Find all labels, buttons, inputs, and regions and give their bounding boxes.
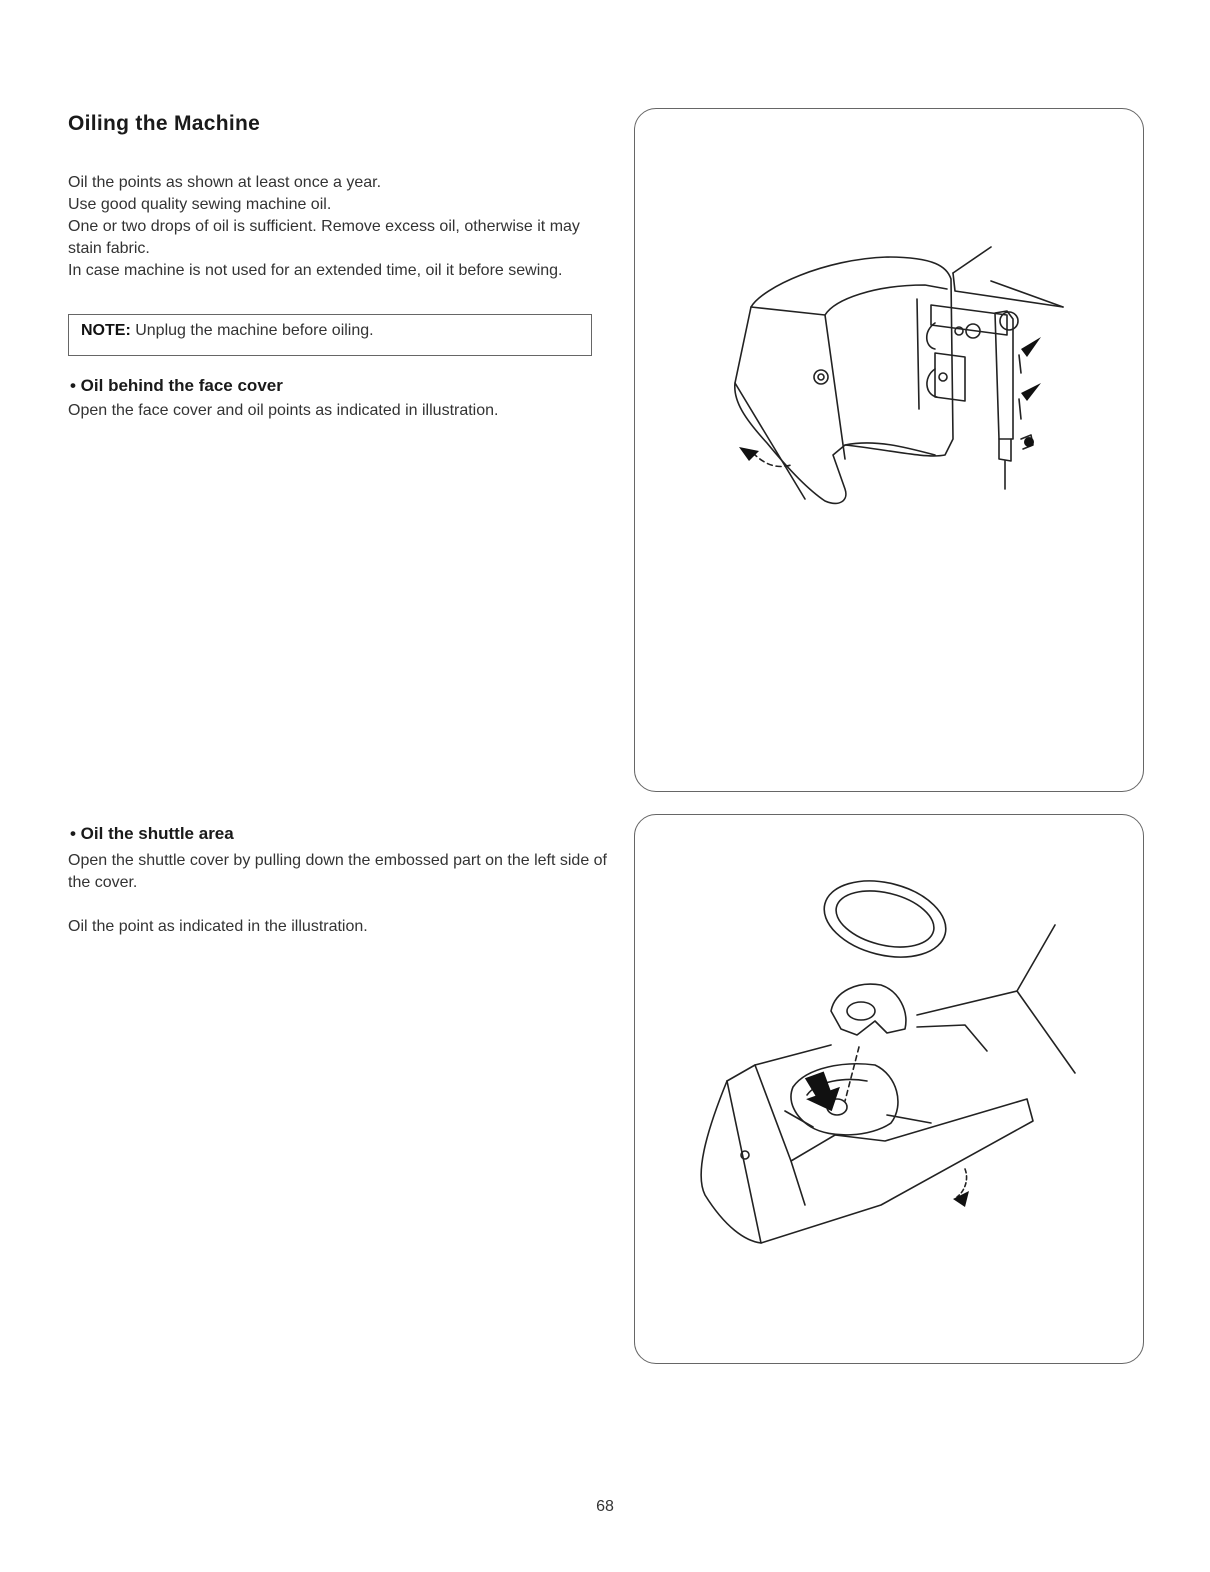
section-paragraph: Open the shuttle cover by pulling down the embossed part on the left side of the cover. [68,852,607,891]
face-cover-illustration [635,109,1143,791]
note-box [68,314,592,356]
shuttle-illustration-panel [634,814,1144,1364]
intro-line: Use good quality sewing machine oil. [68,196,332,213]
intro-line: One or two drops of oil is sufficient. Remove excess oil, otherwise it may stain fabric. [68,218,580,257]
note-label: NOTE: [81,322,131,339]
intro-line: Oil the points as shown at least once a year. [68,174,382,191]
shuttle-illustration [635,815,1143,1363]
section-paragraph: Oil the point as indicated in the illustration. [68,918,368,935]
face-cover-illustration-panel [634,108,1144,792]
section-text-face-cover [68,400,628,422]
intro-text [68,172,608,282]
section-paragraph: Open the face cover and oil points as indicated in illustration. [68,402,499,419]
section-text-shuttle [68,850,628,938]
intro-line: In case machine is not used for an extended time, oil it before sewing. [68,262,563,279]
section-heading-shuttle: • Oil the shuttle area [70,824,234,843]
note-text: Unplug the machine before oiling. [130,322,374,339]
page-number: 68 [596,1498,614,1515]
section-heading-face-cover: • Oil behind the face cover [70,376,283,395]
page-title: Oiling the Machine [68,112,261,135]
